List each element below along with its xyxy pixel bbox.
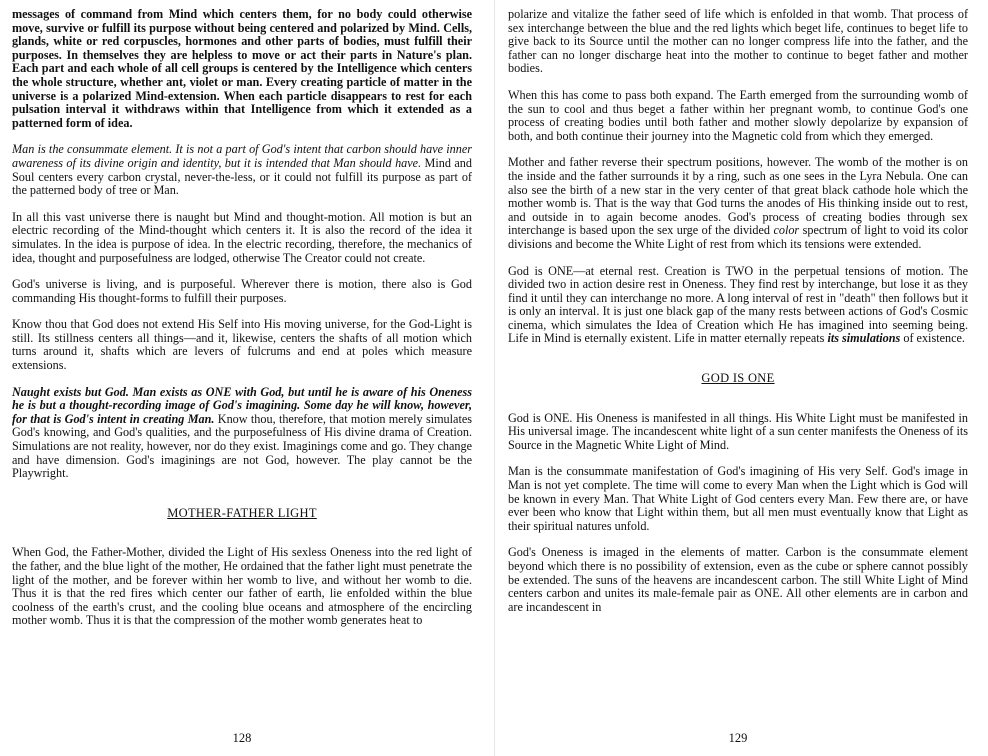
- right-paragraph-7: God's Oneness is imaged in the elements of matter. Carbon is the consummate element beyond which there is no possibility of extension, even as the cube or sphere cannot possibly be extended. The suns of the heavens are incandescent carbon. The still White Light of Mind centers carbon and unites its male-female pair as ONE. All other elements are in carbon and are incandescent in: [508, 545, 968, 614]
- right-paragraph-5: God is ONE. His Oneness is manifested in all things. His White Light must be manifested in His universal image. The incandescent white light of a sun center manifests the Oneness of its Source in the Magnetic White Light of Mind.: [508, 410, 968, 452]
- right-page-number: 129: [728, 731, 748, 745]
- right-paragraph-1: polarize and vitalize the father seed of life which is enfolded in that womb. That process of sex interchange between the blue and the red lights which beget life, continues to beget life to give back to its Source until the mother can no longer compress life into the father, and the father can no longer discharge heat into the mother to continue to beget father and mother bodies.: [508, 7, 968, 76]
- left-paragraph-6-rest: Know thou, therefore, that motion merely simulates God's knowing, and God's qualities, and the purposefulness of His divine drama of Creation. Simulations are not reality, however, nor do they exist. Imaginings come and go. They change and have dimension. God's imaginings are not God, however. The play cannot be the Playwright.: [12, 411, 472, 481]
- right-page: [508, 8, 968, 748]
- right-paragraph-3-b: spectrum of light to void its color divisions and become the White Light of rest from which its tensions were extended.: [508, 223, 968, 251]
- right-paragraph-4: [508, 265, 968, 347]
- right-paragraph-3: [508, 156, 968, 251]
- left-paragraph-2: [12, 143, 472, 197]
- right-paragraph-3-a: Mother and father reverse their spectrum positions, however. The womb of the mother is on the inside and the father surrounds it by a ring, such as one sees in the Lyra Nebula. One can also see the birth of a new star in the very center of that great black cathode hole which the mother womb is. That is the way that God turns the anodes of His thinking inside out to rest, and outside in to again become anodes. God's process of creating bodies through sex interchange is based upon the sex urge of the divided: [508, 155, 968, 238]
- left-paragraph-1: messages of command from Mind which centers them, for no body could otherwise move, survive or fulfill its purpose without being centered and polarized by Mind. Cells, glands, white or red corpuscles, hormones and other parts of bodies, must fulfill their purposes. In themselves they are helpless to move or act their parts in Nature's plan. Each part and each whole of all cell groups is centered by the Intelligence which centers the whole structure, whether ant, violet or man. Every creating particle of matter in the universe is a polarized Mind-extension. When each particle disappears to rest for each pulsation interval it withdraws within that Intelligence from which it extended as a patterned form of idea.: [12, 7, 472, 130]
- left-paragraph-3: In all this vast universe there is naught but Mind and thought-motion. All motion is but an electric recording of the Mind-thought which centers it. It is also the record of the idea it simulates. In the idea is purpose of idea. In the electric recording, therefore, the mechanics of idea, thought and purposefulness are lodged, otherwise The Creator could not create.: [12, 209, 472, 265]
- right-paragraph-3-color: color: [773, 223, 800, 238]
- left-page-number: 128: [232, 731, 252, 745]
- right-paragraph-6: Man is the consummate manifestation of God's imagining of His very Self. God's image in Man is not yet complete. The time will come to every Man when the Light which is God will be known in every Man. That White Light of God centers every Man. Few there are, or have ever been who know that Light within them, but all men must eventually know that Light as their spiritual natures unfold.: [508, 464, 968, 533]
- right-paragraph-4-a: God is ONE—at eternal rest. Creation is TWO in the perpetual tensions of motion. The divided two in action desire rest in Oneness. They find rest by interchange, but lose it as they find it until they can interchange no more. A long interval of rest in "death" then follows but it is only an interval. It is just one black gap of the many rests between actions of God's Cosmic cinema, which simulates the Idea of Creation which He has imagined into seeming being. Life in Mind is eternally existent. Life in matter eternally repeats: [508, 263, 968, 346]
- page-gutter: [494, 0, 495, 756]
- left-paragraph-4: God's universe is living, and is purposeful. Wherever there is motion, there also is God commanding His thought-forms to fulfill their purposes.: [12, 277, 472, 305]
- left-paragraph-2-italic: Man is the consummate element. It is not a part of God's intent that carbon should have inner awareness of its divine origin and identity, but it is intended that Man should have.: [12, 142, 472, 170]
- right-paragraph-4-its: its simulations: [827, 331, 901, 346]
- left-paragraph-2-rest: Mind and Soul centers every carbon crystal, never-the-less, or it could not fulfill its purpose as part of the patterned body of tree or Man.: [12, 155, 472, 198]
- left-section-heading: MOTHER-FATHER LIGHT: [167, 505, 317, 520]
- right-section-heading: GOD IS ONE: [701, 371, 775, 386]
- right-paragraph-2: When this has come to pass both expand. The Earth emerged from the surrounding womb of the sun to cool and thus beget a father within her pregnant womb, to continue God's one process of creating bodies until both father and mother slowly depolarize by expansion of both, and both continue their journey into the Magnetic cold from which they emerged.: [508, 87, 968, 143]
- left-page: [12, 8, 472, 748]
- right-paragraph-4-b: of existence.: [900, 331, 965, 346]
- left-paragraph-6: [12, 386, 472, 481]
- left-paragraph-5: Know thou that God does not extend His Self into His moving universe, for the God-Light is still. Its stillness centers all things—and it, likewise, centers the shafts of all motion which turns around it, shafts which are levers of fulcrums and end at poles which measure extensions.: [12, 317, 472, 373]
- left-paragraph-7: When God, the Father-Mother, divided the Light of His sexless Oneness into the red light of the father, and the blue light of the mother, He ordained that the father light must penetrate the light of the mother, and be forever within her womb to live, and without her womb to die. Thus it is that the red fires which center our father of earth, lie enfolded within the blue coolness of the earth's crust, and the cooling blue oceans and atmosphere of the encircling mother womb. Thus it is that the compression of the mother womb generates heat to: [12, 545, 472, 628]
- left-paragraph-6-italic: Naught exists but God. Man exists as ONE with God, but until he is aware of his Oneness he is but a thought-recording image of God's imagining. Some day he will know, however, for that is God's intent in creating Man.: [12, 384, 472, 426]
